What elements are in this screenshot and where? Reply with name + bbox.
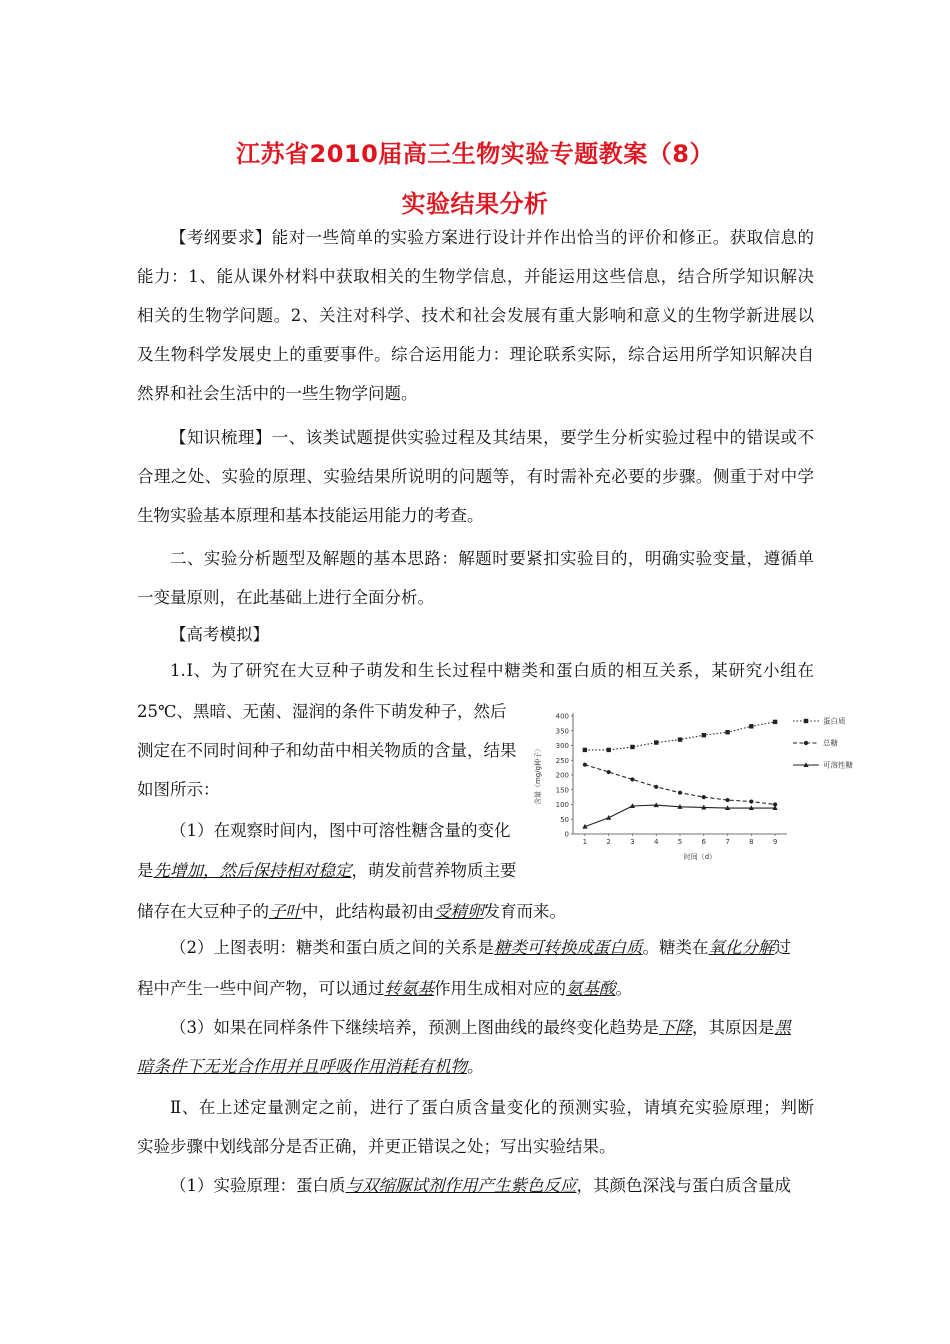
text-line bbox=[137, 902, 566, 922]
data-point bbox=[607, 770, 611, 774]
data-point bbox=[702, 795, 706, 799]
text-line: 相关的生物学问题。2、关注对科学、技术和社会发展有重大影响和意义的生物学新进展以 bbox=[137, 306, 814, 325]
x-tick-label: 6 bbox=[701, 838, 707, 846]
y-tick-label: 200 bbox=[555, 771, 569, 780]
text-line: 合理之处、实验的原理、实验结果所说明的问题等，有时需补充必要的步骤。侧重于对中学 bbox=[137, 467, 814, 486]
legend-marker bbox=[804, 741, 808, 745]
text-span: 程中产生一些中间产物，可以通过 bbox=[137, 979, 385, 998]
answer-text: 黑 bbox=[774, 1018, 791, 1037]
text-span: 。 bbox=[615, 979, 632, 998]
legend-label: 总糖 bbox=[823, 738, 838, 748]
answer-text: 子叶 bbox=[269, 902, 302, 921]
legend-marker bbox=[804, 719, 808, 723]
series-line bbox=[585, 722, 775, 750]
text-span: （2）上图表明：糖类和蛋白质之间的关系是 bbox=[170, 938, 494, 957]
data-point bbox=[583, 763, 587, 767]
y-tick-label: 100 bbox=[555, 801, 569, 809]
data-point bbox=[773, 720, 777, 724]
data-point bbox=[583, 748, 587, 752]
answer-text: 糖类可转换成蛋白质 bbox=[494, 938, 643, 957]
data-point bbox=[725, 730, 729, 734]
data-point bbox=[630, 745, 634, 749]
doc-title: 江苏省2010届高三生物实验专题教案（8） bbox=[236, 140, 714, 168]
y-tick-label: 150 bbox=[555, 786, 569, 795]
x-tick-label: 1 bbox=[582, 838, 588, 846]
text-line: （1）在观察时间内，图中可溶性糖含量的变化 bbox=[170, 821, 511, 840]
y-tick-label: 300 bbox=[555, 742, 569, 750]
data-point bbox=[749, 799, 753, 803]
text-line bbox=[170, 938, 791, 958]
text-span: 储存在大豆种子的 bbox=[137, 902, 269, 921]
x-tick-label: 7 bbox=[725, 838, 730, 846]
text-line: 一变量原则，在此基础上进行全面分析。 bbox=[137, 588, 434, 607]
text-line bbox=[137, 1057, 484, 1077]
answer-text: 转氨基 bbox=[384, 979, 434, 998]
x-tick-label: 3 bbox=[630, 838, 635, 846]
text-span: 。 bbox=[467, 1057, 484, 1076]
text-span: 是 bbox=[137, 861, 154, 880]
text-line: 及生物科学发展史上的重要事件。综合运用能力：理论联系实际，综合运用所学知识解决自 bbox=[137, 345, 814, 364]
y-tick-label: 350 bbox=[555, 727, 569, 736]
data-point bbox=[654, 740, 658, 744]
text-span: ，其原因是 bbox=[692, 1018, 775, 1037]
text-line: 二、实验分析题型及解题的基本思路：解题时要紧扣实验目的，明确实验变量，遵循单 bbox=[170, 549, 814, 568]
answer-text: 与双缩脲试剂作用产生紫色反应 bbox=[345, 1176, 577, 1195]
answer-text: 受精卵 bbox=[434, 902, 484, 921]
text-line: 1.Ⅰ、为了研究在大豆种子萌发和生长过程中糖类和蛋白质的相互关系，某研究小组在 bbox=[170, 661, 814, 680]
answer-text: 氨基酸 bbox=[566, 979, 616, 998]
text-line bbox=[170, 1176, 791, 1196]
data-point bbox=[678, 737, 682, 741]
series-line bbox=[585, 765, 775, 805]
text-line: 25℃、黑暗、无菌、湿润的条件下萌发种子，然后 bbox=[137, 702, 507, 721]
text-span: 过 bbox=[774, 938, 791, 957]
x-tick-label: 2 bbox=[606, 838, 611, 846]
y-tick-label: 0 bbox=[564, 830, 569, 839]
x-axis-label: 时间（d） bbox=[683, 853, 717, 861]
legend-label: 可溶性糖 bbox=[823, 760, 853, 770]
y-axis-label: 含量（mg/g种子） bbox=[534, 744, 542, 806]
x-tick-label: 8 bbox=[749, 838, 754, 846]
text-span: 作用生成相对应的 bbox=[434, 979, 566, 998]
legend-label: 蛋白质 bbox=[823, 716, 846, 726]
x-tick-label: 5 bbox=[677, 838, 683, 846]
text-line: 实验步骤中划线部分是否正确，并更正错误之处；写出实验结果。 bbox=[137, 1137, 616, 1156]
answer-text: 先增加，然后保持相对稳定 bbox=[153, 861, 352, 880]
data-point bbox=[630, 777, 634, 781]
y-tick-label: 50 bbox=[560, 815, 569, 824]
text-line: 生物实验基本原理和基本技能运用能力的考查。 bbox=[137, 506, 484, 525]
text-span: ，其颜色深浅与蛋白质含量成 bbox=[576, 1176, 791, 1195]
answer-text: 暗条件下无光合作用并且呼吸作用消耗有机物 bbox=[137, 1057, 467, 1076]
text-span: （3）如果在同样条件下继续培养，预测上图曲线的最终变化趋势是 bbox=[170, 1018, 659, 1037]
text-span: 中，此结构最初由 bbox=[302, 902, 434, 921]
text-span: （1）实验原理：蛋白质 bbox=[170, 1176, 346, 1195]
x-tick-label: 4 bbox=[653, 838, 659, 846]
text-line: 能力：1、能从课外材料中获取相关的生物学信息，并能运用这些信息，结合所学知识解决 bbox=[137, 267, 814, 286]
chart-legend bbox=[793, 716, 853, 770]
answer-text: 下降 bbox=[659, 1018, 692, 1037]
x-tick-label: 9 bbox=[772, 838, 778, 846]
section-heading: 【高考模拟】 bbox=[170, 625, 269, 644]
text-line: 测定在不同时间种子和幼苗中相关物质的含量，结果 bbox=[137, 741, 517, 760]
line-chart bbox=[525, 705, 855, 865]
text-line: Ⅱ、在上述定量测定之前，进行了蛋白质含量变化的预测实验，请填充实验原理；判断 bbox=[170, 1098, 814, 1117]
data-point bbox=[725, 798, 729, 802]
text-line bbox=[137, 861, 517, 881]
data-point bbox=[654, 785, 658, 789]
data-point bbox=[606, 748, 610, 752]
data-point bbox=[678, 791, 682, 795]
chart-axes bbox=[556, 713, 787, 847]
text-line bbox=[137, 979, 632, 999]
y-tick-label: 400 bbox=[555, 712, 569, 721]
text-span: 发育而来。 bbox=[483, 902, 566, 921]
text-line: 【考纲要求】能对一些简单的实验方案进行设计并作出恰当的评价和修正。获取信息的 bbox=[170, 228, 814, 247]
text-span: 。糖类在 bbox=[642, 938, 709, 957]
text-line: 如图所示： bbox=[137, 780, 220, 799]
chart-marks bbox=[582, 720, 777, 829]
text-line bbox=[170, 1018, 791, 1038]
data-point bbox=[749, 724, 753, 728]
y-tick-label: 250 bbox=[555, 756, 569, 765]
doc-subtitle: 实验结果分析 bbox=[401, 190, 549, 218]
text-line: 【知识梳理】一、该类试题提供实验过程及其结果，要学生分析实验过程中的错误或不 bbox=[170, 428, 814, 447]
data-point bbox=[702, 733, 706, 737]
answer-text: 氧化分解 bbox=[708, 938, 775, 957]
text-line: 然界和社会生活中的一些生物学问题。 bbox=[137, 384, 418, 403]
text-span: ，萌发前营养物质主要 bbox=[351, 861, 517, 880]
